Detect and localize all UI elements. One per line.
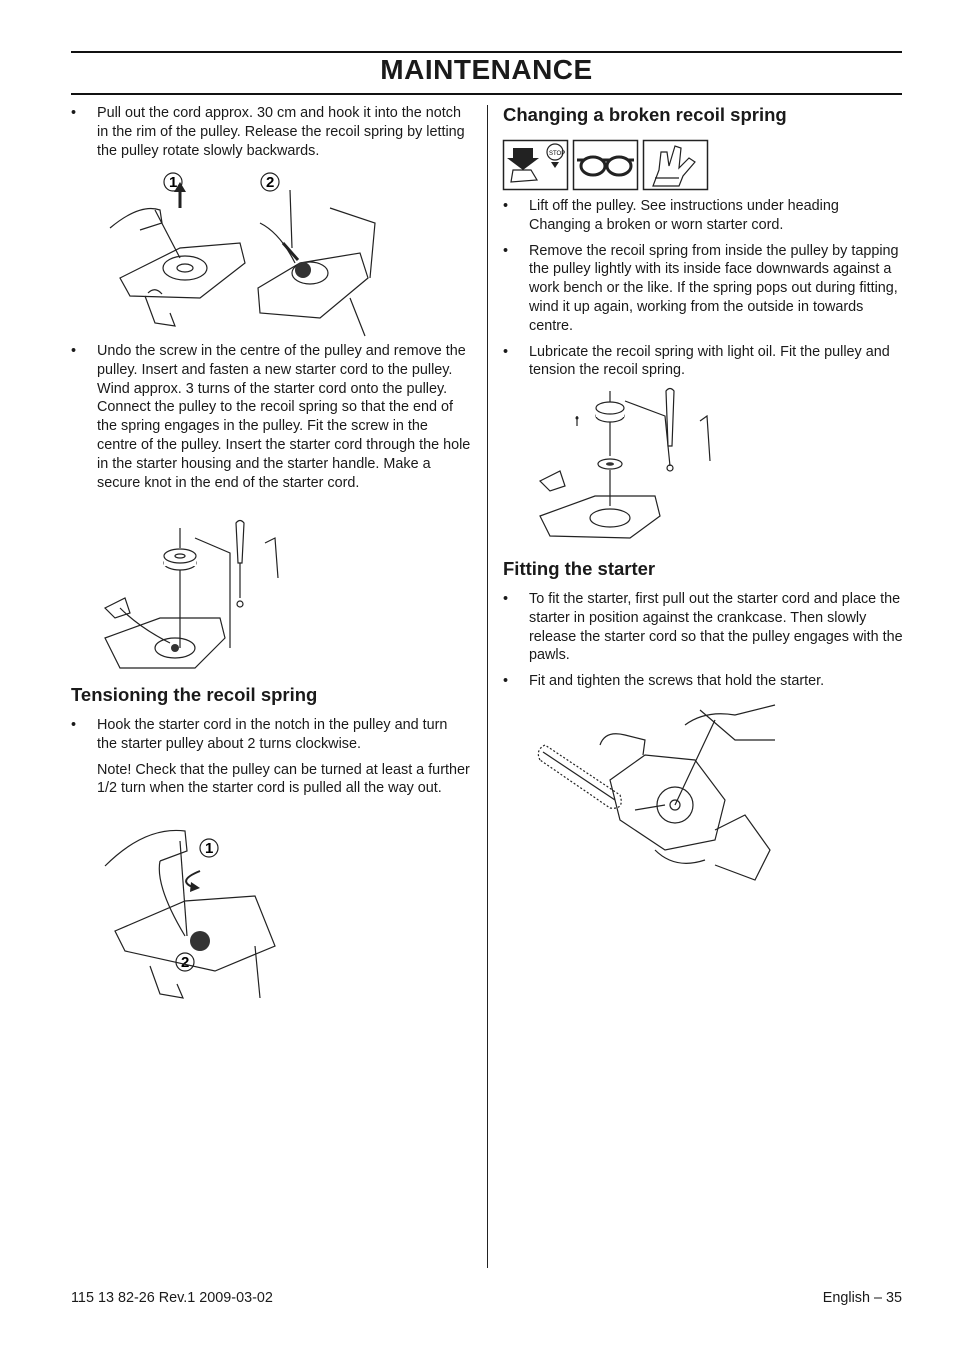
page-title: MAINTENANCE	[380, 54, 593, 85]
chainsaw-illustration	[535, 700, 780, 885]
column-divider	[487, 105, 488, 1268]
list-item	[71, 104, 471, 160]
right-column-spring-text	[503, 197, 903, 387]
tension-note: Note! Check that the pulley can be turned at least a further 1/2 turn when the starter cord is pulled all the way out.	[97, 761, 470, 797]
bullet-text: To fit the starter, first pull out the starter cord and place the starter in position against the crankcase. Then slowly release the starter cord so that the pulley engages with the pawls.	[529, 591, 903, 664]
bullet-marker: •	[503, 242, 509, 259]
recoil-spring-illustration	[535, 386, 720, 541]
bullet-text: Remove the recoil spring from inside the pulley by tapping the pulley lightly with its inside face downwards against a work bench or the like. If the spring pops out during fitting, wind it up again, working from the outside in towards centre.	[529, 242, 899, 334]
bullet-marker: •	[503, 198, 509, 214]
list-item	[71, 716, 471, 754]
protective-glove-icon	[644, 141, 708, 190]
figure-label-1: 1	[169, 174, 178, 191]
left-column-top-text	[71, 104, 471, 167]
list-item	[503, 343, 903, 381]
figure-new-cord	[100, 518, 300, 678]
safety-icons	[503, 140, 713, 192]
list-item	[503, 197, 903, 235]
bullet-text: Pull out the cord approx. 30 cm and hook it into the notch in the rim of the pulley. Release the recoil spring by letting the pulley rotate slowly backwards.	[97, 105, 465, 159]
section-heading-tensioning: Tensioning the recoil spring	[71, 684, 318, 705]
bullet-marker: •	[503, 591, 509, 607]
figure-pull-cord	[100, 168, 380, 338]
figure-tension	[105, 826, 285, 1006]
header-top-rule	[71, 51, 902, 53]
document-reference: 115 13 82-26 Rev.1 2009-03-02	[71, 1290, 273, 1306]
bullet-marker: •	[71, 105, 77, 121]
new-cord-illustration	[100, 518, 300, 678]
stop-engine-icon	[504, 141, 568, 190]
list-item	[503, 590, 903, 665]
figure-chainsaw	[535, 700, 780, 885]
list-item	[71, 342, 471, 492]
tension-illustration	[105, 826, 285, 1006]
section-heading-spring: Changing a broken recoil spring	[503, 104, 787, 125]
safety-glasses-icon	[574, 141, 638, 190]
figure-label-2: 2	[181, 954, 190, 971]
left-column-tension-text	[71, 716, 471, 805]
bullet-marker: •	[71, 717, 77, 733]
bullet-marker: •	[71, 343, 77, 359]
right-column-fitting-text	[503, 590, 903, 698]
left-column-mid-text	[71, 342, 471, 499]
bullet-text: Lift off the pulley. See instructions under heading Changing a broken or worn starter cord.	[529, 198, 839, 233]
bullet-text: Undo the screw in the centre of the pulley and remove the pulley. Insert and fasten a new starter cord to the pulley. Wind approx. 3 turns of the starter cord onto the pulley. Connect the pulley to the recoil spring so that the end of the spring engages in the pulley. Fit the screw in the centre of the pulley. Insert the starter cord through the hole in the starter housing and the starter handle. Make a secure knot in the end of the starter cord.	[97, 343, 471, 491]
bullet-marker: •	[503, 673, 509, 690]
figure-recoil-spring	[535, 386, 720, 541]
list-item	[503, 672, 903, 691]
header-bottom-rule	[71, 93, 902, 95]
bullet-text: Fit and tighten the screws that hold the starter.	[529, 673, 825, 690]
pull-cord-illustration	[100, 168, 380, 338]
stop-sign-label: STOP	[549, 151, 566, 157]
page-number: English – 35	[822, 1290, 902, 1306]
safety-icons-row	[503, 140, 713, 192]
bullet-marker: •	[503, 343, 509, 360]
figure-label-2: 2	[266, 174, 275, 191]
section-heading-fitting: Fitting the starter	[503, 558, 656, 579]
figure-label-1: 1	[205, 840, 214, 857]
bullet-text: Hook the starter cord in the notch in the pulley and turn the starter pulley about 2 turns clockwise.	[97, 717, 448, 752]
list-item	[503, 242, 903, 336]
bullet-text: Lubricate the recoil spring with light oil. Fit the pulley and tension the recoil spring.	[529, 343, 890, 379]
